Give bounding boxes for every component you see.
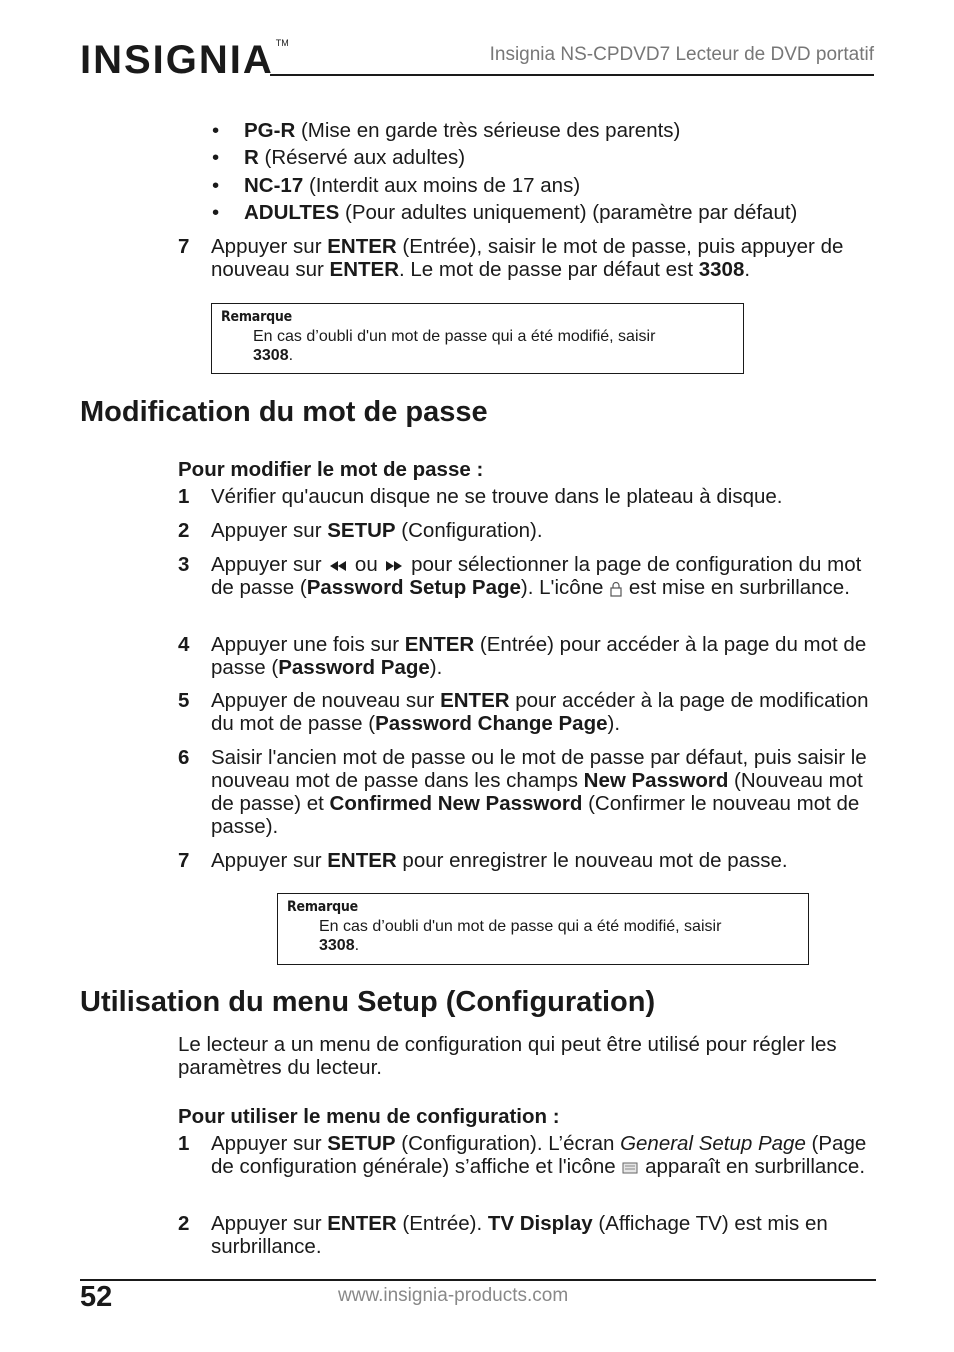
list-item: PG-R (Mise en garde très sérieuse des parents) — [244, 119, 681, 142]
footer-url: www.insignia-products.com — [338, 1285, 569, 1306]
step-text: Saisir l'ancien mot de passe ou le mot de passe par défaut, puis saisir le nouveau mot de passe dans les champs New Password (Nouveau mot de passe) et Confirmed New Password (Confirmer le nouveau mot de passe). — [211, 746, 867, 838]
intro-paragraph: Le lecteur a un menu de configuration qui peut être utilisé pour régler les paramètres du lecteur. — [178, 1033, 837, 1079]
bullet-icon: • — [212, 119, 220, 142]
step-number: 6 — [178, 746, 190, 769]
step-number: 2 — [178, 1212, 190, 1235]
page-number: 52 — [80, 1281, 113, 1313]
note-box — [277, 893, 809, 965]
step-number: 1 — [178, 1132, 190, 1155]
list-item: ADULTES (Pour adultes uniquement) (paramètre par défaut) — [244, 201, 798, 224]
step-text: Appuyer sur ENTER (Entrée). TV Display (Affichage TV) est mis en surbrillance. — [211, 1212, 828, 1258]
step-text: Appuyer une fois sur ENTER (Entrée) pour accéder à la page du mot de passe (Password Page). — [211, 633, 867, 679]
footer-rule — [80, 1279, 876, 1281]
fast-forward-icon — [383, 560, 405, 572]
note-heading: Remarque — [221, 309, 293, 325]
step-text: Appuyer sur SETUP (Configuration). L’écran General Setup Page (Page de configuration générale) s’affiche et l'icône apparaît en surbrillance. — [211, 1132, 867, 1178]
section-title: Modification du mot de passe — [80, 396, 488, 428]
note-box — [211, 303, 744, 374]
note-heading: Remarque — [287, 899, 359, 915]
bullet-icon: • — [212, 174, 220, 197]
step-text: Appuyer sur ENTER (Entrée), saisir le mot de passe, puis appuyer de nouveau sur ENTER. Le mot de passe par défaut est 3308. — [211, 235, 844, 281]
rewind-icon — [327, 560, 349, 572]
step-text: Appuyer sur ou pour sélectionner la page de configuration du mot de passe (Password Setup Page). L'icône est mise en surbrillance. — [211, 553, 862, 599]
procedure-heading: Pour modifier le mot de passe : — [178, 458, 484, 481]
step-number: 2 — [178, 519, 190, 542]
step-text: Appuyer sur ENTER pour enregistrer le nouveau mot de passe. — [211, 849, 788, 872]
procedure-heading: Pour utiliser le menu de configuration : — [178, 1105, 560, 1128]
note-text: En cas d’oubli d'un mot de passe qui a été modifié, saisir 3308. — [319, 918, 722, 954]
step-number: 1 — [178, 485, 190, 508]
step-text: Appuyer de nouveau sur ENTER pour accéder à la page de modification du mot de passe (Password Change Page). — [211, 689, 869, 735]
lock-icon — [609, 581, 623, 597]
step-number: 5 — [178, 689, 190, 712]
note-text: En cas d’oubli d'un mot de passe qui a été modifié, saisir 3308. — [253, 328, 656, 364]
step-number: 3 — [178, 553, 190, 576]
step-number: 7 — [178, 235, 190, 258]
list-item: NC-17 (Interdit aux moins de 17 ans) — [244, 174, 581, 197]
header-rule — [270, 74, 874, 76]
step-number: 7 — [178, 849, 190, 872]
general-setup-icon — [621, 1161, 639, 1175]
step-number: 4 — [178, 633, 190, 656]
bullet-icon: • — [212, 201, 220, 224]
step-text: Appuyer sur SETUP (Configuration). — [211, 519, 543, 542]
insignia-logo: INSIGNIA ™ — [80, 38, 289, 82]
section-title: Utilisation du menu Setup (Configuration) — [80, 986, 656, 1018]
bullet-icon: • — [212, 146, 220, 169]
header-title: Insignia NS-CPDVD7 Lecteur de DVD portatif — [489, 44, 874, 65]
list-item: R (Réservé aux adultes) — [244, 146, 466, 169]
step-text: Vérifier qu'aucun disque ne se trouve dans le plateau à disque. — [211, 485, 783, 508]
